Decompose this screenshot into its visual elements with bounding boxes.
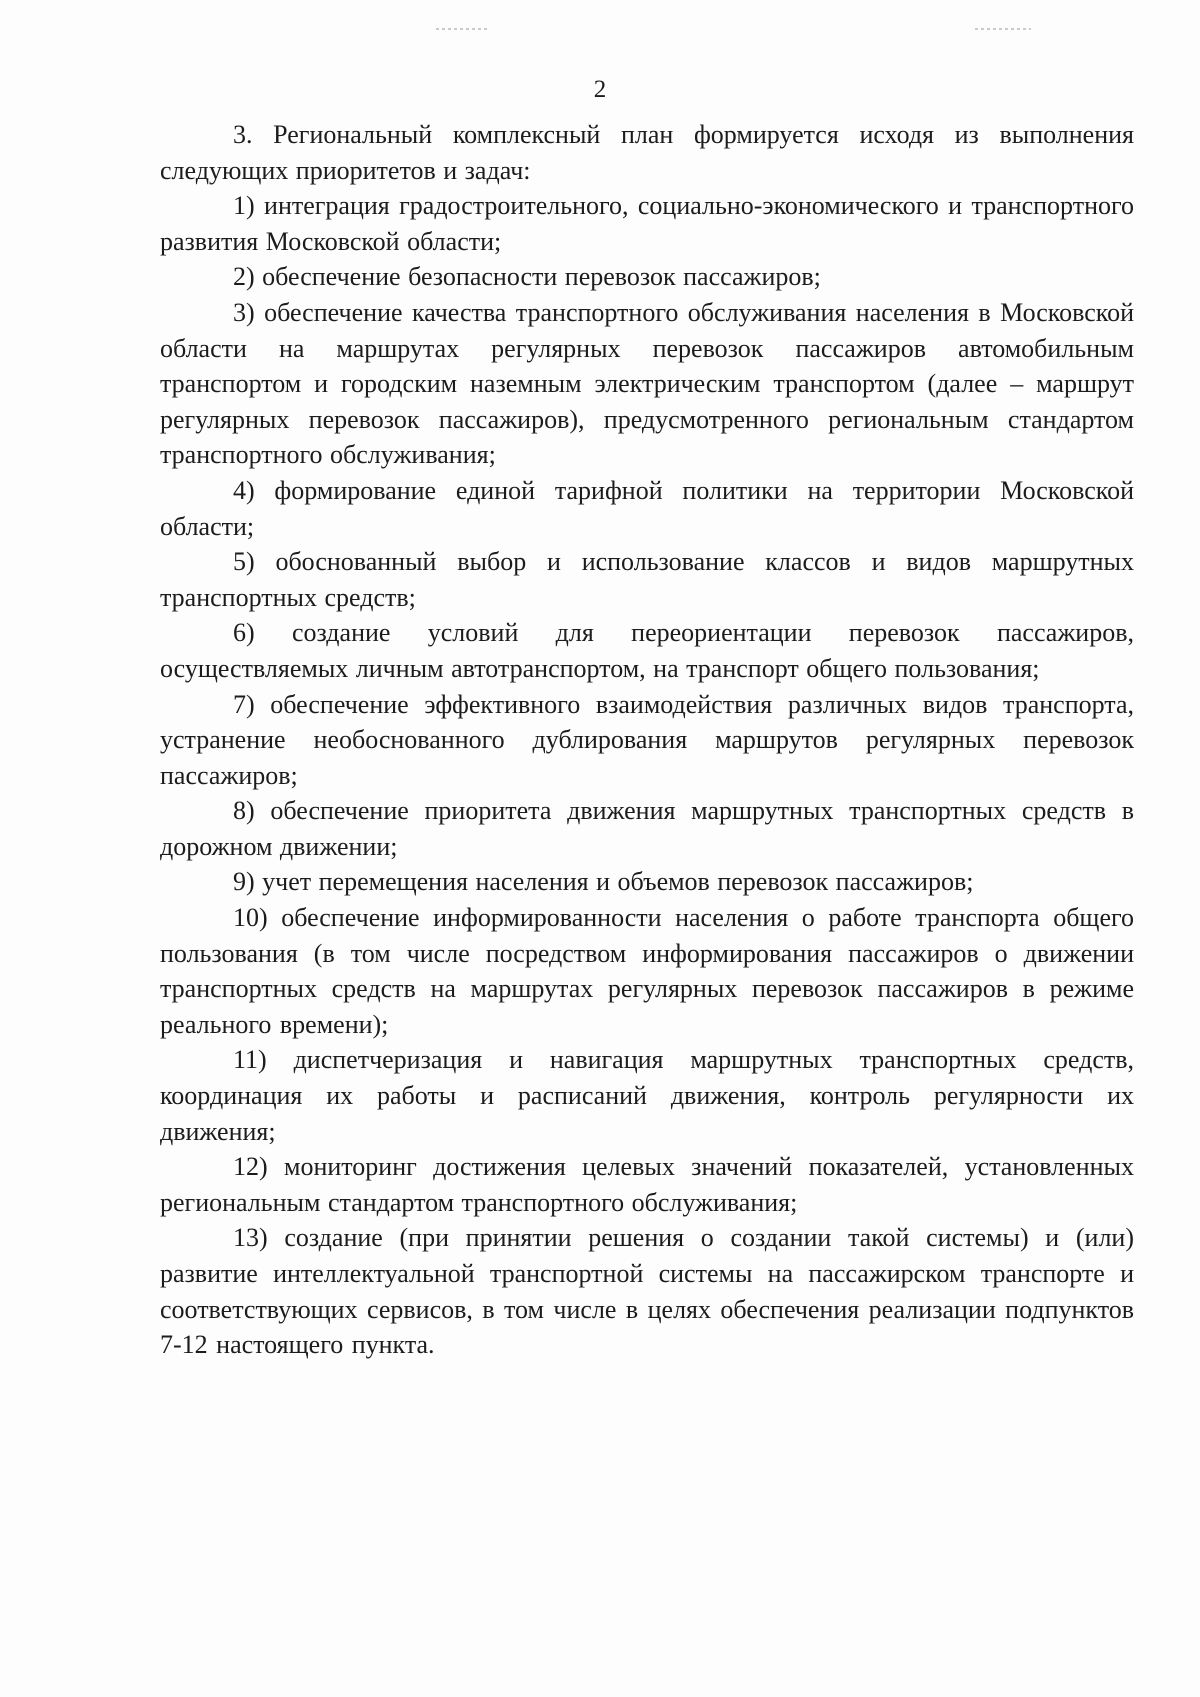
document-body <box>160 117 1134 1363</box>
subitem-9: 9) учет перемещения населения и объемов перевозок пассажиров; <box>233 867 974 897</box>
subitem-10: 10) обеспечение информированности населения о работе транспорта общего пользования (в том числе посредством информирования пассажиров о движении транспортных средств на маршрутах регулярных перевозок пассажиров в режиме реального времени); <box>160 903 1134 1039</box>
scan-artifact <box>975 28 1031 30</box>
subitem-7: 7) обеспечение эффективного взаимодействия различных видов транспорта, устранение необоснованного дублирования маршрутов регулярных перевозок пассажиров; <box>160 689 1134 790</box>
subitem-12: 12) мониторинг достижения целевых значений показателей, установленных региональным стандартом транспортного обслуживания; <box>160 1152 1134 1217</box>
subitem-11: 11) диспетчеризация и навигация маршрутных транспортных средств, координация их работы и расписаний движения, контроль регулярности их движения; <box>160 1045 1134 1146</box>
subitem-2: 2) обеспечение безопасности перевозок пассажиров; <box>233 262 821 292</box>
page-number: 2 <box>593 76 607 103</box>
subitem-6: 6) создание условий для переориентации перевозок пассажиров, осуществляемых личным автотранспортом, на транспорт общего пользования; <box>160 618 1134 683</box>
subitem-3: 3) обеспечение качества транспортного обслуживания населения в Московской области на маршрутах регулярных перевозок пассажиров автомобильным транспортом и городским наземным электрическим транспортом (далее – маршрут регулярных перевозок пассажиров), предусмотренного региональным стандартом транспортного обслуживания; <box>160 297 1134 470</box>
subitem-4: 4) формирование единой тарифной политики на территории Московской области; <box>160 475 1134 541</box>
subitem-5: 5) обоснованный выбор и использование классов и видов маршрутных транспортных средств; <box>160 547 1134 612</box>
paragraph-item-3: 3. Региональный комплексный план формируется исходя из выполнения следующих приоритетов и задач: <box>160 120 1134 185</box>
scan-artifact <box>436 28 488 30</box>
subitem-1: 1) интеграция градостроительного, социально-экономического и транспортного развития Московской области; <box>160 191 1134 256</box>
subitem-8: 8) обеспечение приоритета движения маршрутных транспортных средств в дорожном движении; <box>160 796 1134 861</box>
subitem-13: 13) создание (при принятии решения о создании такой системы) и (или) развитие интеллектуальной транспортной системы на пассажирском транспорте и соответствующих сервисов, в том числе в целях обеспечения реализации подпунктов 7-12 настоящего пункта. <box>160 1223 1134 1360</box>
